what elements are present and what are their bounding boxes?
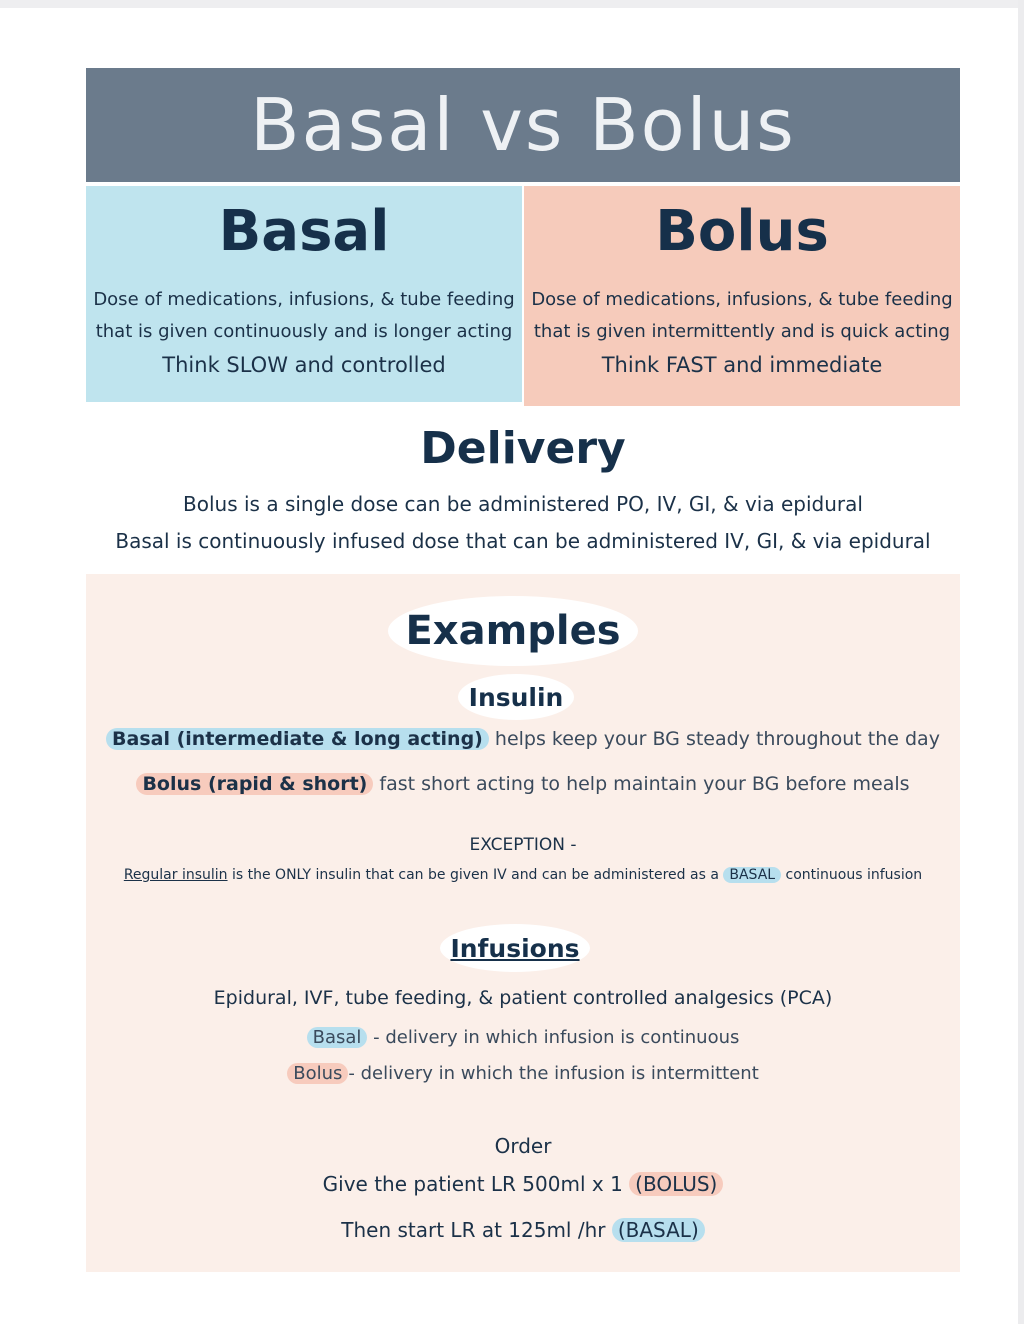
order-heading: Order bbox=[494, 1134, 552, 1158]
infusions-bolus-label: Bolus bbox=[287, 1063, 348, 1084]
insulin-bolus-label: Bolus (rapid & short) bbox=[136, 773, 373, 795]
infusions-bolus-line bbox=[86, 1058, 960, 1090]
infusions-types: Epidural, IVF, tube feeding, & patient controlled analgesics (PCA) bbox=[213, 987, 833, 1009]
basal-panel bbox=[86, 186, 522, 402]
insulin-bolus-text: fast short acting to help maintain your BG before meals bbox=[373, 773, 910, 795]
delivery-section bbox=[86, 420, 960, 560]
basal-desc-line2: that is given continuously and is longer acting bbox=[95, 321, 513, 342]
infusions-basal-line bbox=[86, 1022, 960, 1054]
delivery-line1: Bolus is a single dose can be administered PO, IV, GI, & via epidural bbox=[183, 492, 863, 516]
order-line2 bbox=[86, 1213, 960, 1247]
exception-label: EXCEPTION - bbox=[469, 835, 577, 855]
bolus-desc-line1: Dose of medications, infusions, & tube feeding bbox=[531, 289, 953, 310]
examples-heading: Examples bbox=[388, 596, 638, 666]
order-line1-text: Give the patient LR 500ml x 1 bbox=[322, 1172, 630, 1196]
delivery-heading: Delivery bbox=[420, 423, 626, 474]
infusions-basal-text: - delivery in which infusion is continuous bbox=[367, 1027, 740, 1048]
bolus-panel bbox=[524, 186, 960, 406]
exception-basal-highlight: BASAL bbox=[723, 867, 781, 883]
order-basal-tag: (BASAL) bbox=[612, 1218, 705, 1242]
basal-think: Think SLOW and controlled bbox=[162, 353, 446, 377]
basal-description bbox=[86, 284, 522, 348]
infusions-heading bbox=[440, 924, 590, 972]
insulin-basal-line bbox=[86, 722, 960, 756]
exception-line bbox=[86, 862, 960, 888]
order-line1 bbox=[86, 1167, 960, 1201]
bolus-think: Think FAST and immediate bbox=[601, 353, 883, 377]
insulin-basal-text: helps keep your BG steady throughout the day bbox=[488, 728, 940, 750]
exception-regular-insulin: Regular insulin bbox=[123, 867, 228, 883]
order-line2-text: Then start LR at 125ml /hr bbox=[341, 1218, 612, 1242]
bolus-description bbox=[524, 284, 960, 348]
insulin-heading: Insulin bbox=[458, 674, 574, 720]
title-banner bbox=[86, 68, 960, 182]
basal-heading: Basal bbox=[218, 199, 390, 264]
page-edge-right bbox=[1018, 0, 1024, 1324]
order-bolus-tag: (BOLUS) bbox=[629, 1172, 723, 1196]
basal-desc-line1: Dose of medications, infusions, & tube feeding bbox=[93, 289, 515, 310]
delivery-line2: Basal is continuously infused dose that can be administered IV, GI, & via epidural bbox=[115, 529, 931, 553]
page-title: Basal vs Bolus bbox=[250, 83, 796, 167]
insulin-basal-label: Basal (intermediate & long acting) bbox=[106, 728, 489, 750]
infusions-bolus-text: - delivery in which the infusion is intermittent bbox=[348, 1063, 759, 1084]
infusions-heading-text: Infusions bbox=[450, 933, 580, 963]
infusions-basal-label: Basal bbox=[307, 1027, 368, 1048]
bolus-heading: Bolus bbox=[655, 199, 829, 264]
exception-end: continuous infusion bbox=[781, 867, 923, 883]
exception-text: is the ONLY insulin that can be given IV and can be administered as a bbox=[227, 867, 724, 883]
insulin-bolus-line bbox=[86, 767, 960, 801]
bolus-desc-line2: that is given intermittently and is quick acting bbox=[533, 321, 951, 342]
page-edge bbox=[0, 0, 1024, 8]
